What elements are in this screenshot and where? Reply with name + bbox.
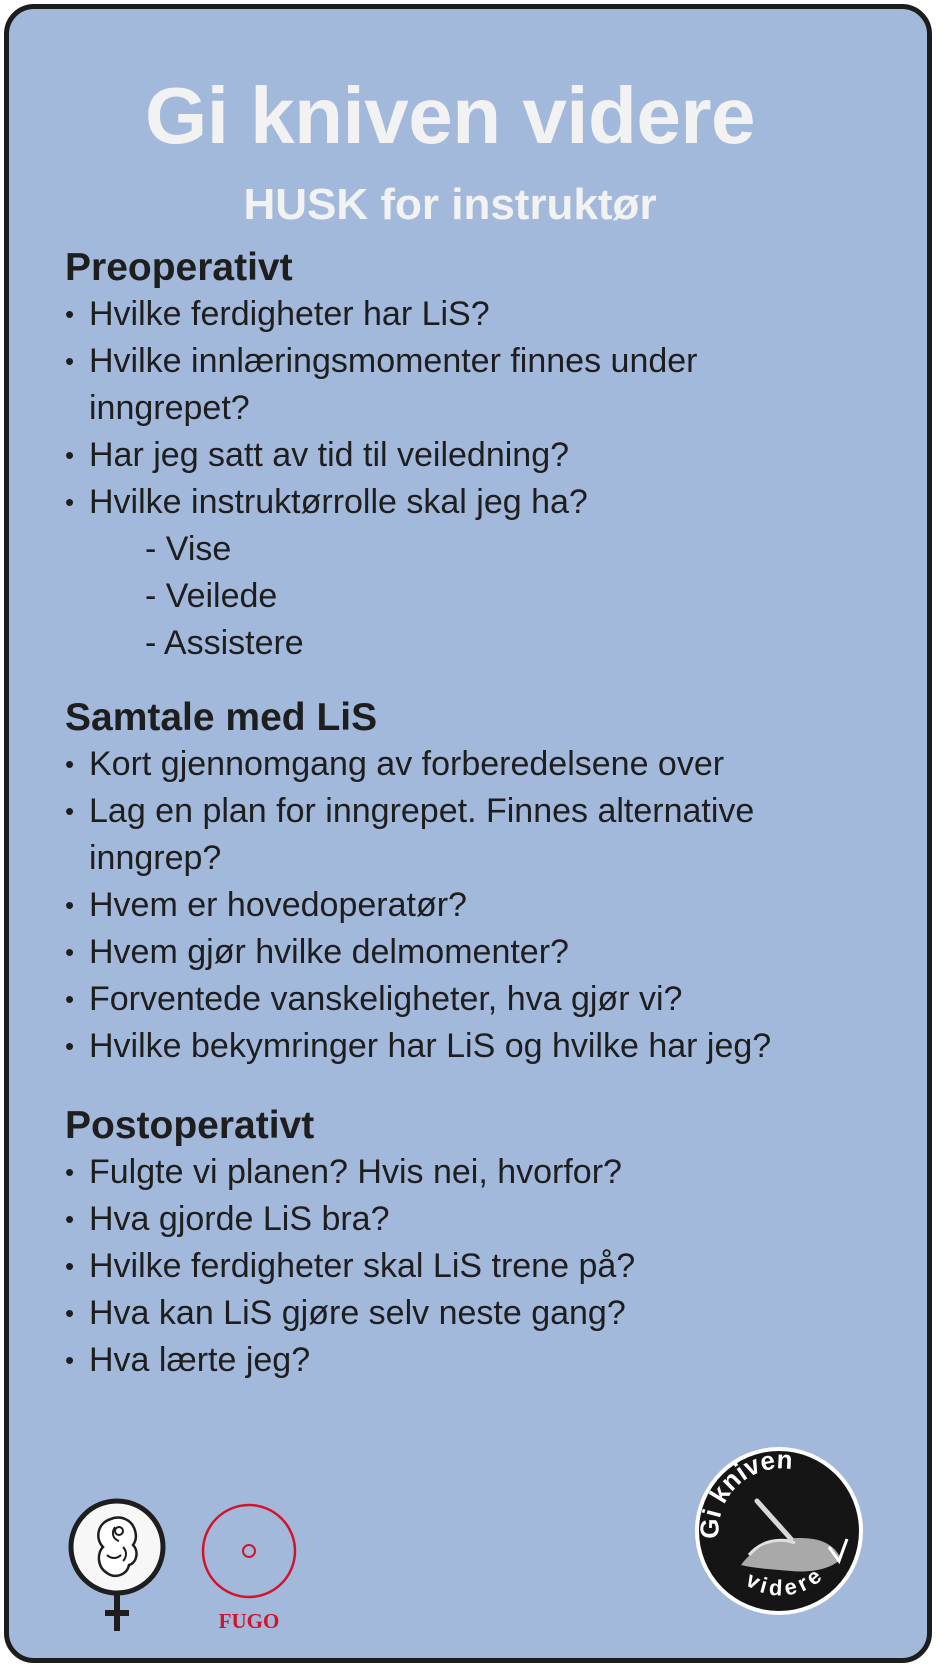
bullet-icon: • [65, 487, 75, 517]
list-item: • Hvilke innlæringsmomenter finnes under [65, 338, 698, 385]
bullet-icon: • [65, 796, 75, 826]
fugo-logo [199, 1499, 299, 1633]
list-item: • Forventede vanskeligheter, hva gjør vi? [65, 976, 771, 1023]
badge-icon [691, 1443, 867, 1619]
bullet-icon: • [65, 1251, 75, 1281]
bullet-icon: • [65, 1157, 75, 1187]
list-item: • Hva kan LiS gjøre selv neste gang? [65, 1290, 635, 1337]
list-item: • Lag en plan for inngrepet. Finnes alternative [65, 788, 771, 835]
sublist-item: - Assistere [145, 624, 304, 662]
list-item: • Hvilke instruktørrolle skal jeg ha? [65, 479, 698, 526]
list-item: • Kort gjennomgang av forberedelsene over [65, 741, 771, 788]
bullet-icon: • [65, 937, 75, 967]
fugo-label: FUGO [218, 1609, 280, 1633]
bullet-icon: • [65, 890, 75, 920]
fugo-ring-icon [199, 1499, 299, 1603]
instructor-role-sublist [145, 526, 304, 667]
badge-bottom-text: videre [742, 1560, 830, 1601]
fetus-venus-icon [67, 1497, 167, 1637]
sublist-item: - Veilede [145, 577, 278, 615]
badge-top-text: Gi kniven [694, 1444, 794, 1540]
bullet-icon: • [65, 440, 75, 470]
postoperativt-list [65, 1149, 635, 1384]
list-item: • Fulgte vi planen? Hvis nei, hvorfor? [65, 1149, 635, 1196]
section-heading-samtale: Samtale med LiS [65, 696, 378, 739]
bullet-icon: • [65, 346, 75, 376]
list-item: • Har jeg satt av tid til veiledning? [65, 432, 698, 479]
samtale-list [65, 741, 771, 1070]
section-heading-preoperativt: Preoperativt [65, 246, 293, 289]
bullet-icon: • [65, 299, 75, 329]
preoperativt-list [65, 291, 698, 526]
list-item: • Hvilke bekymringer har LiS og hvilke har jeg? [65, 1023, 771, 1070]
section-heading-postoperativt: Postoperativt [65, 1104, 315, 1147]
list-item: • Hvem er hovedoperatør? [65, 882, 771, 929]
bullet-icon: • [65, 1204, 75, 1234]
bullet-icon: • [65, 984, 75, 1014]
list-item: • Hvilke ferdigheter har LiS? [65, 291, 698, 338]
bullet-icon: • [65, 1031, 75, 1061]
list-item: • Hvilke ferdigheter skal LiS trene på? [65, 1243, 635, 1290]
bullet-icon: • [65, 1298, 75, 1328]
bullet-icon: • [65, 749, 75, 779]
list-item: • Hva gjorde LiS bra? [65, 1196, 635, 1243]
card-title: Gi kniven videre [144, 71, 756, 160]
sublist-item: - Vise [145, 530, 232, 568]
card-subtitle: HUSK for instruktør [243, 180, 657, 229]
list-item: • Hvem gjør hvilke delmomenter? [65, 929, 771, 976]
list-item-continuation: inngrepet? [89, 389, 250, 427]
gi-kniven-videre-badge [691, 1443, 867, 1624]
reminder-card [4, 4, 932, 1663]
gynecology-society-logo [67, 1497, 167, 1642]
list-item-continuation: inngrep? [89, 839, 222, 877]
list-item: • Hva lærte jeg? [65, 1337, 635, 1384]
bullet-icon: • [65, 1345, 75, 1375]
